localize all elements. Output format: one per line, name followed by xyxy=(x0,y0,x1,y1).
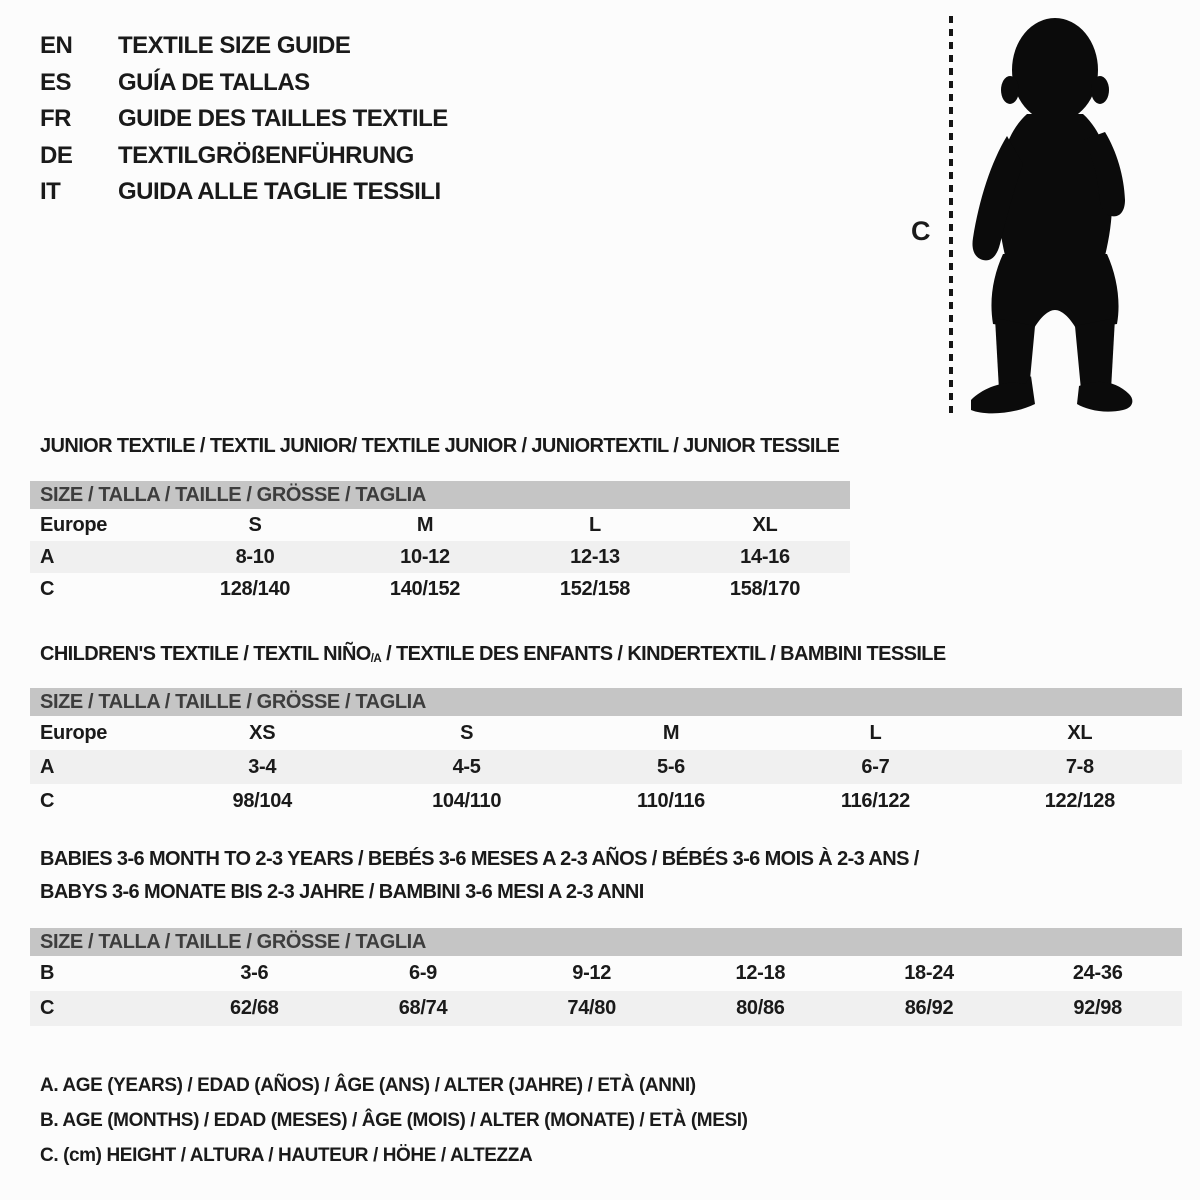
size-header-bar: SIZE / TALLA / TAILLE / GRÖSSE / TAGLIA xyxy=(30,688,1182,716)
table-cell: 12-13 xyxy=(570,545,620,568)
table-cell: 5-6 xyxy=(657,755,686,778)
table-cell: 12-18 xyxy=(735,962,786,984)
table-cell: 74/80 xyxy=(567,997,616,1019)
table-cell: 6-9 xyxy=(409,962,438,984)
lang-code: IT xyxy=(40,178,61,206)
table-cell: 98/104 xyxy=(232,789,292,812)
table-header-row xyxy=(30,716,1182,750)
size-col-header: S xyxy=(248,513,262,536)
row-label: B xyxy=(40,962,55,984)
lang-row-it xyxy=(40,174,448,211)
row-label: A xyxy=(40,545,55,568)
row-label: C xyxy=(40,997,55,1019)
table-cell: 140/152 xyxy=(389,577,461,600)
row-label: C xyxy=(40,577,55,600)
size-header-bar: SIZE / TALLA / TAILLE / GRÖSSE / TAGLIA xyxy=(30,481,850,509)
toddler-silhouette-icon xyxy=(963,14,1141,416)
table-cell: 9-12 xyxy=(572,962,612,984)
table-cell: 14-16 xyxy=(740,545,790,568)
table-row-age xyxy=(30,541,850,573)
junior-size-table xyxy=(30,481,850,605)
row-label: C xyxy=(40,789,55,812)
table-cell: 3-4 xyxy=(248,755,277,778)
table-cell: 7-8 xyxy=(1065,755,1094,778)
table-cell: 3-6 xyxy=(240,962,269,984)
table-cell: 152/158 xyxy=(559,577,631,600)
table-cell: 10-12 xyxy=(400,545,450,568)
row-label: Europe xyxy=(40,513,108,536)
babies-section-title-line1: BABIES 3-6 MONTH TO 2-3 YEARS / BEBÉS 3-6 MESES A 2-3 AÑOS / BÉBÉS 3-6 MOIS À 2-3 ANS / xyxy=(40,848,919,870)
lang-title: GUÍA DE TALLAS xyxy=(118,68,310,96)
table-cell: 68/74 xyxy=(398,997,448,1019)
table-row-age xyxy=(30,750,1182,784)
table-cell: 6-7 xyxy=(861,755,890,778)
size-col-header: L xyxy=(869,721,882,744)
row-label: Europe xyxy=(40,721,108,744)
lang-row-de xyxy=(40,138,448,175)
size-col-header: L xyxy=(589,513,601,536)
measure-legend xyxy=(40,1068,748,1173)
row-label: A xyxy=(40,755,55,778)
size-col-header: XL xyxy=(1067,721,1093,744)
table-cell: 122/128 xyxy=(1044,789,1115,812)
language-title-list xyxy=(40,28,448,211)
lang-code: EN xyxy=(40,32,73,60)
lang-code: ES xyxy=(40,68,72,96)
children-title-text: CHILDREN'S TEXTILE / TEXTIL NIÑO xyxy=(40,643,371,665)
table-cell: 158/170 xyxy=(729,577,801,600)
table-cell: 110/116 xyxy=(637,789,706,812)
size-col-header: XS xyxy=(249,721,276,744)
height-measure-label: C xyxy=(911,216,931,246)
table-cell: 62/68 xyxy=(230,997,279,1019)
children-title-subscript: /A xyxy=(370,652,382,666)
table-cell: 8-10 xyxy=(235,545,275,568)
table-row-height xyxy=(30,991,1182,1026)
table-cell: 92/98 xyxy=(1073,997,1122,1019)
legend-line-b: B. AGE (MONTHS) / EDAD (MESES) / ÂGE (MOIS) / ALTER (MONATE) / ETÀ (MESI) xyxy=(40,1109,748,1131)
table-row-height xyxy=(30,784,1182,818)
table-cell: 4-5 xyxy=(452,755,481,778)
table-cell: 116/122 xyxy=(840,789,910,812)
lang-title: GUIDE DES TAILLES TEXTILE xyxy=(118,105,448,133)
table-cell: 86/92 xyxy=(904,997,954,1019)
lang-title: TEXTILGRÖßENFÜHRUNG xyxy=(118,141,414,169)
babies-section-title-line2: BABYS 3-6 MONATE BIS 2-3 JAHRE / BAMBINI 3-6 MESI A 2-3 ANNI xyxy=(40,881,644,903)
size-col-header: M xyxy=(662,721,680,744)
size-col-header: M xyxy=(416,513,434,536)
lang-code: FR xyxy=(40,105,71,133)
table-row-months xyxy=(30,956,1182,991)
size-header-bar: SIZE / TALLA / TAILLE / GRÖSSE / TAGLIA xyxy=(30,928,1182,956)
table-cell: 128/140 xyxy=(219,577,291,600)
height-measure-dashed-line xyxy=(949,16,953,416)
lang-title: GUIDA ALLE TAGLIE TESSILI xyxy=(118,178,441,206)
size-col-header: S xyxy=(460,721,474,744)
table-header-row xyxy=(30,509,850,541)
table-cell: 24-36 xyxy=(1072,962,1123,984)
lang-code: DE xyxy=(40,141,73,169)
children-section-title xyxy=(40,643,946,666)
junior-section-title: JUNIOR TEXTILE / TEXTIL JUNIOR/ TEXTILE JUNIOR / JUNIORTEXTIL / JUNIOR TESSILE xyxy=(40,435,840,457)
legend-line-c: C. (cm) HEIGHT / ALTURA / HAUTEUR / HÖHE / ALTEZZA xyxy=(40,1144,533,1166)
table-cell: 104/110 xyxy=(432,789,502,812)
lang-row-en xyxy=(40,28,448,65)
size-col-header: XL xyxy=(752,513,778,536)
lang-title: TEXTILE SIZE GUIDE xyxy=(118,32,351,60)
table-row-height xyxy=(30,573,850,605)
children-title-text: / TEXTILE DES ENFANTS / KINDERTEXTIL / BAMBINI TESSILE xyxy=(381,643,946,665)
babies-size-table xyxy=(30,928,1182,1026)
table-cell: 18-24 xyxy=(904,962,954,984)
lang-row-es xyxy=(40,65,448,102)
legend-line-a: A. AGE (YEARS) / EDAD (AÑOS) / ÂGE (ANS) / ALTER (JAHRE) / ETÀ (ANNI) xyxy=(40,1074,696,1096)
children-size-table xyxy=(30,688,1182,818)
table-cell: 80/86 xyxy=(736,997,785,1019)
lang-row-fr xyxy=(40,101,448,138)
